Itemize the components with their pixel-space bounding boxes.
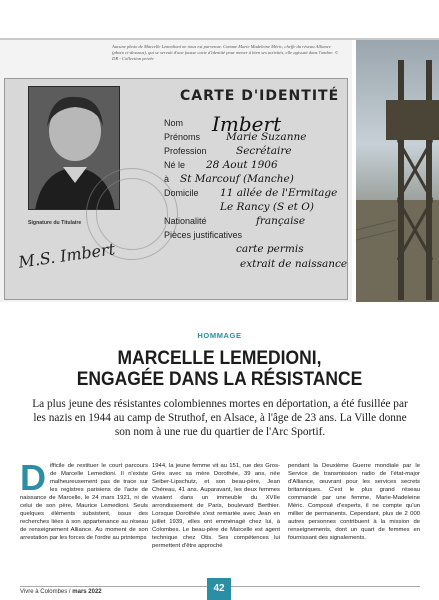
card-value-piece-1: carte permis — [236, 243, 304, 255]
article-column-2: 1944, la jeune femme vit au 151, rue des Gros-Grès avec sa mère Dorothée, 39 ans, née Seiber-Lipschutz, et son beau-père, Jean Chéreau, 41 ans. Auparavant, les deux femmes vivaient dans un immeuble du XVIIe arrondissement de Paris, boulevard Berthier. Lorsque Dorothée s'est remariée avec Jean en juillet 1939, elles ont emménagé chez lui, à Colombes. Le beau-père de Marcelle est agent technique chez Otis. Ses compétences lui permettent d'être approché — [152, 463, 280, 549]
card-label-a: à — [164, 174, 170, 184]
card-label-ne-le: Né le — [164, 160, 186, 170]
card-label-profession: Profession — [164, 146, 207, 156]
article-column-1 — [20, 457, 148, 542]
section-kicker: HOMMAGE — [197, 331, 242, 340]
headline-line-1: MARCELLE LEMEDIONI, — [117, 348, 322, 369]
footer-publication: Vivre à Colombes / mars 2022 — [20, 589, 102, 595]
page-number: 42 — [207, 578, 231, 600]
signature-label: Signature du Titulaire — [28, 220, 82, 226]
card-value-nationalite: française — [256, 215, 306, 227]
card-value-date: 28 Aout 1906 — [206, 159, 278, 171]
card-value-domicile: 11 allée de l'Ermitage — [220, 187, 338, 199]
headline-line-2: ENGAGÉE DANS LA RÉSISTANCE — [76, 369, 363, 390]
handwritten-signature: M.S. Imbert — [17, 239, 117, 272]
card-label-nom: Nom — [164, 118, 184, 128]
card-label-prenoms: Prénoms — [164, 132, 201, 142]
watchtower-illustration — [356, 40, 439, 302]
photo-caption: Aucune photo de Marcelle Lemedioni ne nous est parvenue. Comme Marie Madeleine Méric, cheffe du réseau Alliance (photo ci-dessous), qui se servait d'une fausse carte d'identité pour mener à bien ses activités, elle agissait dans l'ombre. © DR - Collection privée — [112, 44, 339, 61]
article-headline — [18, 348, 422, 390]
card-label-pieces: Pièces justificatives — [164, 230, 243, 240]
card-value-profession: Secrétaire — [236, 145, 292, 157]
card-value-prenoms: Marie Suzanne — [226, 131, 307, 143]
article-column-3: pendant la Deuxième Guerre mondiale par le Service de transmission radio de l'état-major d'Alliance, œuvrant pour les services secrets britanniques. C'est le plus grand réseau commandé par une femme, Marie-Madeleine Méric. Composé d'experts, il ne compte qu'un millier de permanents. Cependant, plus de 2 000 autres personnes contribuent à la mission de renseignements, dont un quart de femmes en fournissant des signalements. — [288, 463, 420, 541]
column-1-text: ifficile de restituer le court parcours de Marcelle Lemedioni. Il n'existe malheureusement pas de trace sur les registres parisiens de l'acte de naissance de Marcelle, le 24 mars 1921, ni de celui de son père, Maurice Lemedioni. Seuls quelques éléments subsistent, issus des recherches liées à son appartenance au réseau de renseignement Alliance. Au moment de son arrestation par les forces de l'ordre au printemps — [20, 463, 148, 541]
card-label-nationalite: Nationalité — [164, 216, 207, 226]
card-value-lieu: St Marcouf (Manche) — [180, 173, 294, 185]
issue-date: mars 2022 — [72, 589, 102, 595]
article-lede: La plus jeune des résistantes colombiennes mortes en déportation, a été fusillée par les nazis en 1944 au camp de Struthof, en Alsace, à l'âge de 23 ans. La Ville donne son nom à une rue du quartier de l'Arc Sportif. — [32, 398, 408, 438]
drop-cap: D — [20, 457, 46, 498]
card-value-piece-2: extrait de naissance — [240, 258, 348, 270]
publication-name: Vivre à Colombes — [20, 589, 68, 595]
card-value-ville: Le Rancy (S et O) — [220, 201, 314, 213]
camp-watchtower-photo — [356, 40, 439, 302]
card-value-nom: Imbert — [212, 112, 282, 136]
card-title: CARTE D'IDENTITÉ — [180, 88, 340, 104]
card-label-domicile: Domicile — [164, 188, 199, 198]
